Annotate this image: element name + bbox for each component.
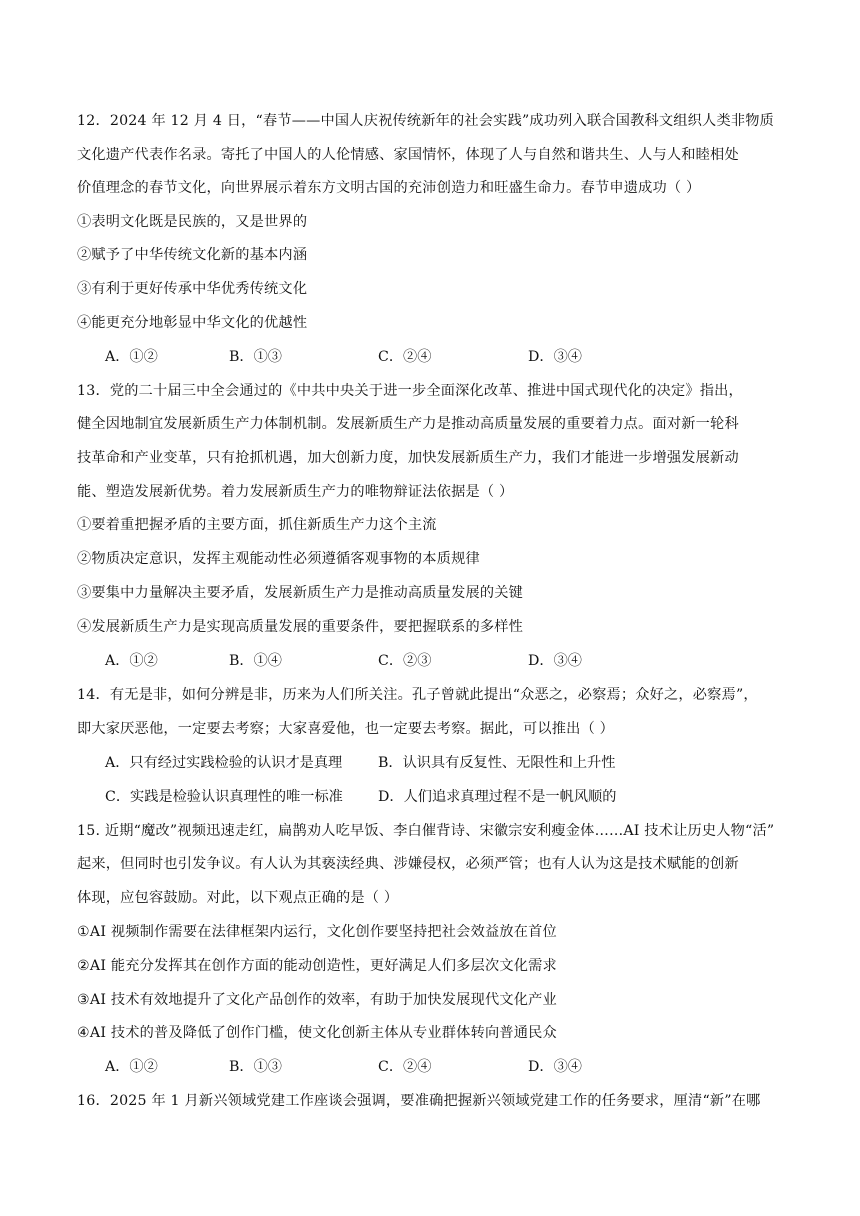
q14-stem-line-2: 即大家厌恶他，一定要去考察；大家喜爱他，也一定要去考察。据此，可以推出（ ）: [77, 721, 615, 737]
q12-item-4: ④能更充分地彰显中华文化的优越性: [77, 315, 308, 331]
q14-stem-line-1: 14．有无是非，如何分辨是非，历来为人们所关注。孔子曾就此提出“众恶之，必察焉；众好之，必察焉”，: [77, 687, 758, 703]
q14-option-d[interactable]: D．人们追求真理过程不是一帆风顺的: [378, 789, 617, 805]
q15-item-4: ④AI 技术的普及降低了创作门槛，使文化创新主体从专业群体转向普通民众: [77, 1025, 557, 1041]
q14-option-b[interactable]: B．认识具有反复性、无限性和上升性: [378, 755, 616, 771]
q12-option-d[interactable]: D．③④: [528, 349, 582, 365]
q15-option-a[interactable]: A．①②: [105, 1059, 158, 1075]
q12-item-2: ②赋予了中华传统文化新的基本内涵: [77, 247, 308, 263]
q15-stem-line-2: 起来，但同时也引发争议。有人认为其亵渎经典、涉嫌侵权，必须严管；也有人认为这是技术赋能的创新: [77, 856, 739, 872]
q15-item-1: ①AI 视频制作需要在法律框架内运行，文化创作要坚持把社会效益放在首位: [77, 924, 557, 940]
q13-stem-line-1: 13．党的二十届三中全会通过的《中共中央关于进一步全面深化改革、推进中国式现代化的决定》指出，: [77, 383, 743, 399]
q13-item-4: ④发展新质生产力是实现高质量发展的重要条件，要把握联系的多样性: [77, 619, 524, 635]
q12-stem-line-2: 文化遗产代表作名录。寄托了中国人的人伦情感、家国情怀，体现了人与自然和谐共生、人与人和睦相处: [77, 147, 739, 163]
q12-option-c[interactable]: C．②④: [378, 349, 432, 365]
q13-stem-line-4: 能、塑造发展新优势。着力发展新质生产力的唯物辩证法依据是（ ）: [77, 484, 514, 500]
q15-item-3: ③AI 技术有效地提升了文化产品创作的效率，有助于加快发展现代文化产业: [77, 992, 557, 1008]
q15-stem-line-1: 15. 近期“魔改”视频迅速走红，扁鹊劝人吃早饭、李白催背诗、宋徽宗安利瘦金体……AI 技术让历史人物“活”: [77, 823, 775, 839]
q15-option-d[interactable]: D．③④: [528, 1059, 582, 1075]
q13-option-b[interactable]: B．①④: [229, 653, 282, 669]
q15-option-c[interactable]: C．②④: [378, 1059, 432, 1075]
q13-stem-line-3: 技革命和产业变革，只有抢抓机遇，加大创新力度，加快发展新质生产力，我们才能进一步增强发展新动: [77, 450, 739, 466]
q12-option-a[interactable]: A．①②: [105, 349, 158, 365]
q14-option-a[interactable]: A．只有经过实践检验的认识才是真理: [105, 755, 343, 771]
q12-stem-line-1: 12．2024 年 12 月 4 日，“春节——中国人庆祝传统新年的社会实践”成功列入联合国教科文组织人类非物质: [77, 113, 774, 129]
q13-item-3: ③要集中力量解决主要矛盾，发展新质生产力是推动高质量发展的关键: [77, 585, 524, 601]
q13-stem-line-2: 健全因地制宜发展新质生产力体制机制。发展新质生产力是推动高质量发展的重要着力点。面对新一轮科: [77, 416, 739, 432]
q12-option-b[interactable]: B．①③: [229, 349, 282, 365]
q13-item-1: ①要着重把握矛盾的主要方面，抓住新质生产力这个主流: [77, 517, 437, 533]
q15-item-2: ②AI 能充分发挥其在创作方面的能动创造性，更好满足人们多层次文化需求: [77, 958, 557, 974]
q12-item-3: ③有利于更好传承中华优秀传统文化: [77, 281, 308, 297]
q14-option-c[interactable]: C．实践是检验认识真理性的唯一标准: [105, 789, 343, 805]
q16-stem-line-1: 16．2025 年 1 月新兴领域党建工作座谈会强调，要准确把握新兴领域党建工作的任务要求，厘清“新”在哪: [77, 1093, 761, 1109]
q15-stem-line-3: 体现，应包容鼓励。对此，以下观点正确的是（ ）: [77, 890, 399, 906]
q13-option-d[interactable]: D．③④: [528, 653, 582, 669]
q13-option-a[interactable]: A．①②: [105, 653, 158, 669]
q15-option-b[interactable]: B．①③: [229, 1059, 282, 1075]
q12-stem-line-3: 价值理念的春节文化，向世界展示着东方文明古国的充沛创造力和旺盛生命力。春节申遗成功（ ）: [77, 180, 701, 196]
q13-option-c[interactable]: C．②③: [378, 653, 432, 669]
q13-item-2: ②物质决定意识，发挥主观能动性必须遵循客观事物的本质规律: [77, 551, 480, 567]
q12-item-1: ①表明文化既是民族的，又是世界的: [77, 214, 308, 230]
